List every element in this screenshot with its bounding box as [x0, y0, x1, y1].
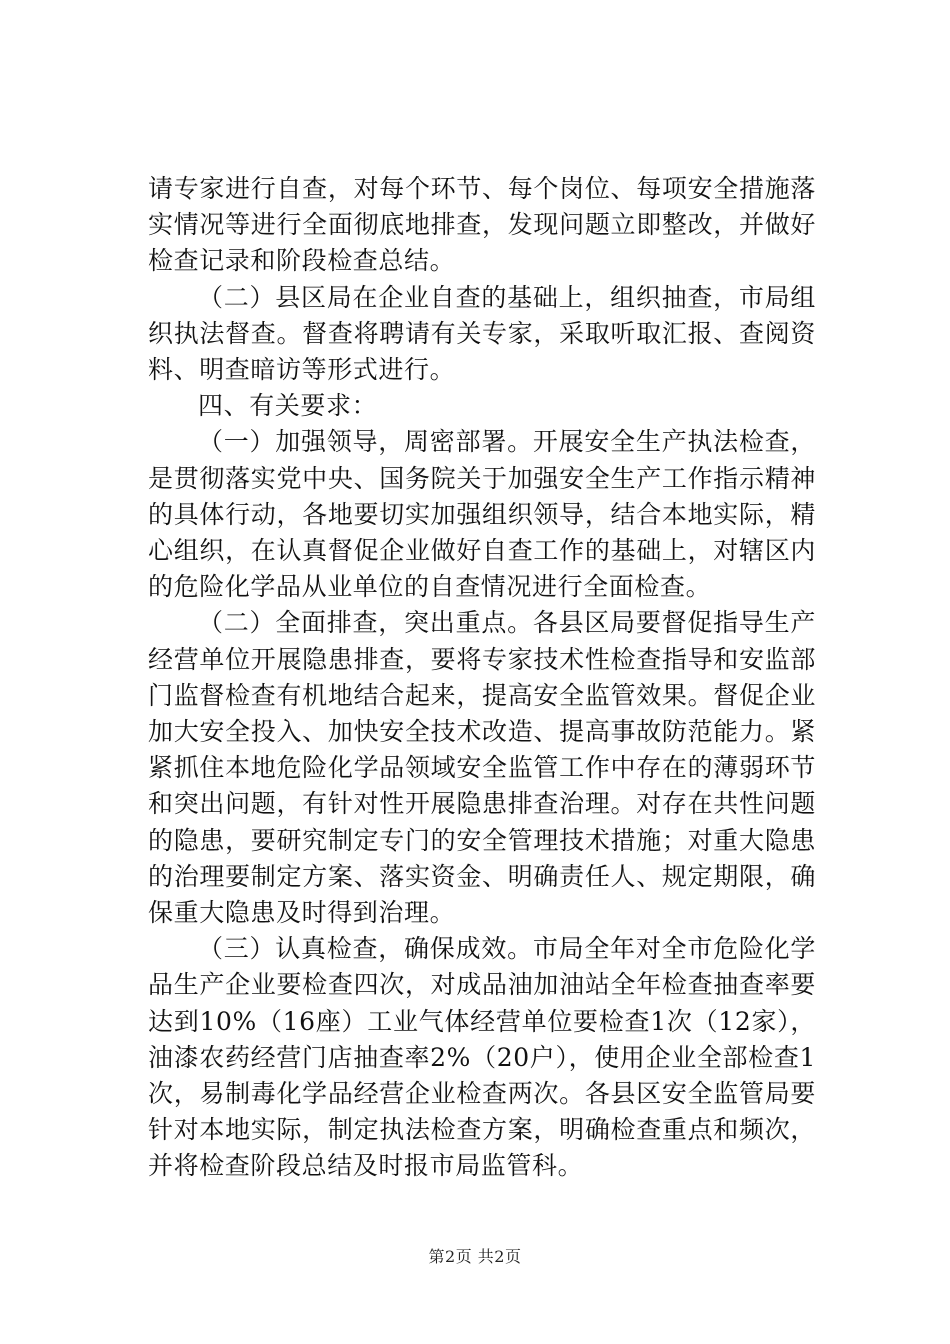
- paragraph-continuation: 请专家进行自查，对每个环节、每个岗位、每项安全措施落实情况等进行全面彻底地排查，发现问题立即整改，并做好检查记录和阶段检查总结。: [148, 174, 816, 276]
- paragraph-leadership: （一）加强领导，周密部署。开展安全生产执法检查，是贯彻落实党中央、国务院关于加强安全生产工作指示精神的具体行动，各地要切实加强组织领导，结合本地实际，精心组织，在认真督促企业做好自查工作的基础上，对辖区内的危险化学品从业单位的自查情况进行全面检查。: [148, 427, 816, 602]
- document-body: [148, 171, 816, 1185]
- paragraph-inspection-results: （三）认真检查，确保成效。市局全年对全市危险化学品生产企业要检查四次，对成品油加油站全年检查抽查率要达到10%（16座）工业气体经营单位要检查1次（12家），油漆农药经营门店抽查率2%（20户），使用企业全部检查1次，易制毒化学品经营企业检查两次。各县区安全监管局要针对本地实际，制定执法检查方案，明确检查重点和频次，并将检查阶段总结及时报市局监管科。: [148, 934, 816, 1181]
- paragraph-inspection-focus: （二）全面排查，突出重点。各县区局要督促指导生产经营单位开展隐患排查，要将专家技术性检查指导和安监部门监督检查有机地结合起来，提高安全监管效果。督促企业加大安全投入、加快安全技术改造、提高事故防范能力。紧紧抓住本地危险化学品领域安全监管工作中存在的薄弱环节和突出问题，有针对性开展隐患排查治理。对存在共性问题的隐患，要研究制定专门的安全管理技术措施；对重大隐患的治理要制定方案、落实资金、明确责任人、规定期限，确保重大隐患及时得到治理。: [148, 608, 816, 928]
- paragraph-county-spot-check: （二）县区局在企业自查的基础上，组织抽查，市局组织执法督查。督查将聘请有关专家，采取听取汇报、查阅资料、明查暗访等形式进行。: [148, 282, 816, 385]
- page-number-footer: 第2页 共2页: [428, 1247, 522, 1266]
- section-heading-requirements: 四、有关要求：: [198, 391, 378, 421]
